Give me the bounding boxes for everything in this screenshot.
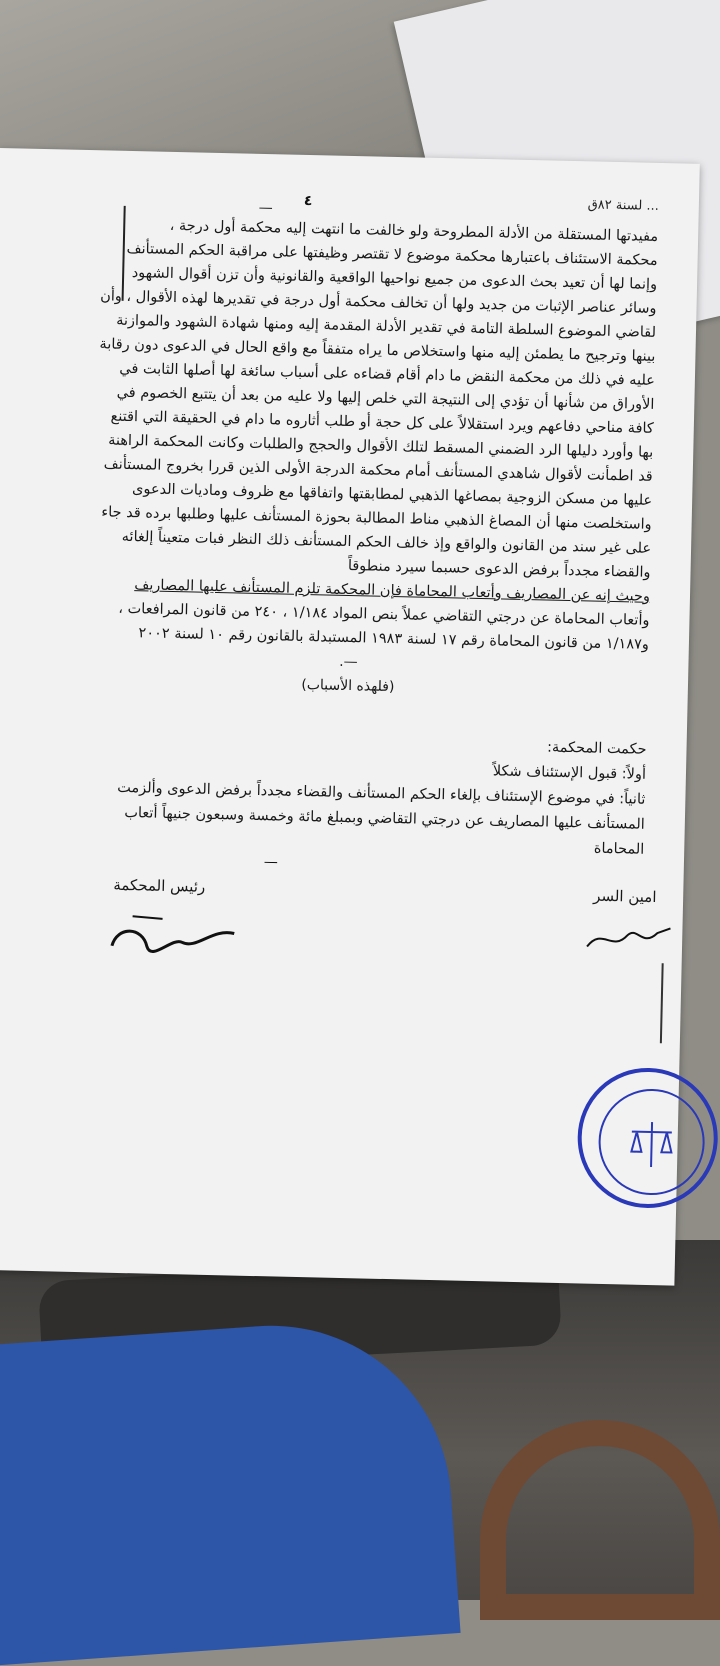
text-line: قد اطمأنت لأقوال شاهدي المستأنف أمام محكمة الدرجة الأولى الذين قررا بخروج المستأنف [103,456,653,485]
text-line: مفيدتها المستقلة من الأدلة المطروحة ولو خالفت ما انتهت إليه محكمة أول درجة ، [169,217,659,245]
text-line: كافة مناحي دفاعهم ويرد استقلالاً على كل حجة أو طلب أثاروه ما دام في الحقيقة التي اقتنع [110,408,654,437]
court-seal-stamp [576,1066,719,1209]
text-line: وأتعاب المحاماة عن درجتي التقاضي عملاً بنص المواد ١/١٨٤ ، ٢٤٠ من قانون المرافعات ، [118,600,650,629]
bottom-dash: — [263,854,279,871]
text-line: وإنما لها أن تعيد بحث الدعوى من جميع نواحيها الواقعية والقانونية وأن تزن أقوال الشهود [131,265,658,293]
text-line: بها وأورد دليلها الرد الضمني المسقط لتلك الأقوال والحجج والطلبات وكانت المحكمة الراهنة [108,432,654,461]
ruling-text [44,749,646,863]
text-line: لقاضي الموضوع السلطة التامة في تقدير الأدلة المقدمة إليه ومنها شهادة الشهود والموازنة [116,312,657,341]
ruling-second-line: المحاماة [593,840,645,858]
secretary-label: امين السر [592,886,657,907]
text-line: الأوراق من شأنها أن تؤدي إلى النتيجة التي خلص إليها ولا عليه من بعد أن يتتبع الخصوم في [116,384,655,413]
header-dash: — [258,199,273,217]
president-signature [101,906,242,969]
text-line: وحيث إنه عن المصاريف وأتعاب المحاماة فإن المحكمة تلزم المستأنف عليها المصاريف [134,577,651,605]
text-line: و١/١٨٧ من قانون المحاماة رقم ١٧ لسنة ١٩٨٣ المستبدلة بالقانون رقم ١٠ لسنة ٢٠٠٢ [138,625,650,653]
text-line: وسائر عناصر الإثبات من جديد ولها أن تخالف محكمة أول درجة في تقديرها لهذه الأقوال ، وأن [100,288,657,317]
text-line: واستخلصت منها أن المصاغ الذهبي مناط المطالبة بحوزة المستأنف عليها وطلبها برده قد جاء [101,504,652,533]
ruling-second-line: ثانياً: في موضوع الإستئناف بإلغاء الحكم المستأنف والقضاء مجدداً برفض الدعوى وألزمت [116,779,646,808]
text-line: محكمة الاستئناف باعتبارها محكمة موضوع لا تقتصر وظيفتها على مراقبة الحكم المستأنف [126,240,658,269]
side-line [660,963,664,1043]
secretary-signature [582,916,673,958]
text-line: بينها وترجيح ما يطمئن إليه منها واستخلاص ما يراه متفقاً مع واقع الحال في الدعوى دون رقابة [99,336,656,365]
text-line: عليه في ذلك من محكمة النقض ما دام أقام قضاءه على أسباب سائغة لها أصلها الثابت في [119,360,656,389]
court-document-page [0,148,700,1286]
text-line: عليها من مسكن الزوجية بمصاغها الذهبي لمطابقتها واتفاقها مع ظروف وماديات الدعوى [131,481,653,509]
ruling-heading: حكمت المحكمة: [546,739,647,758]
reasoning-text [48,211,659,704]
page-number: ٤ [303,192,313,210]
text-line: والقضاء مجدداً برفض الدعوى حسبما سيرد منطوقاً [347,558,651,581]
president-label: رئيس المحكمة [113,875,206,896]
ruling-first: أولاً: قبول الإستئناف شكلاً [492,763,647,783]
document-header: ... لسنة ٨٢ق [587,197,660,214]
ruling-second-line: المستأنف عليها المصاريف عن درجتي التقاضي وبمبلغ مائة وخمسة وسبعون جنيهاً أتعاب [124,804,645,833]
reasons-label: (فلهذه الأسباب) [301,676,395,696]
line-dash: —. [339,653,358,671]
text-line: على غير سند من القانون والواقع وإذ خالف الحكم المستأنف ذلك النظر فبات متعيناً إلغائه [121,528,652,557]
